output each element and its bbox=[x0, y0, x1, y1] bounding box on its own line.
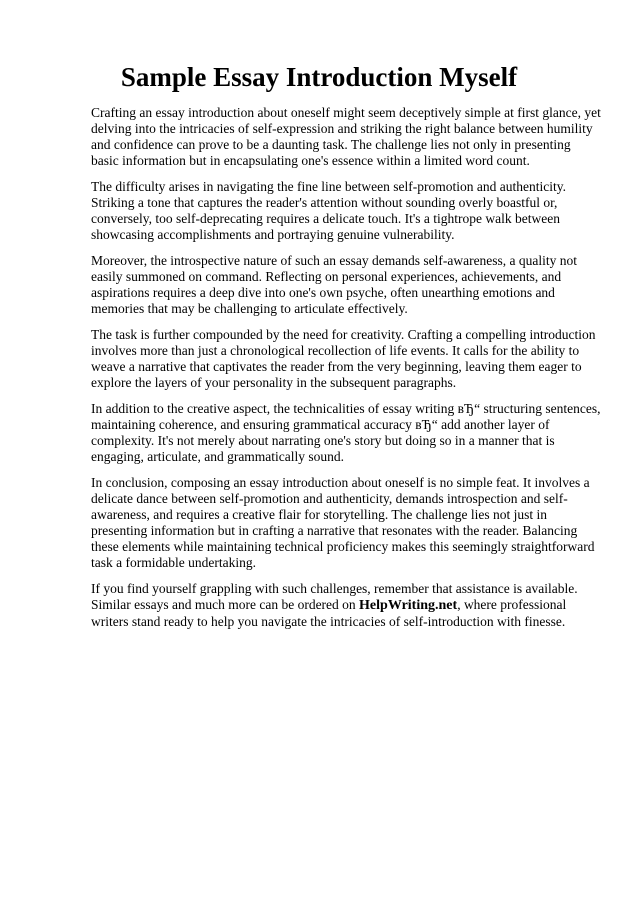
paragraph-3: Moreover, the introspective nature of such an essay demands self-awareness, a quality not easily summoned on command. Reflecting on personal experiences, achievements, and aspirations requires a deep dive into one's own psyche, often unearthing emotions and memories that may be challenging to articulate effectively. bbox=[91, 253, 578, 316]
final-text-after-link: , where professional writers stand ready to help you navigate the intricacies of self-introduction with finesse. bbox=[91, 597, 567, 629]
final-text-before-link: If you find yourself grappling with such challenges, remember that assistance is available. Similar essays and much more can be ordered on bbox=[91, 581, 578, 612]
helpwriting-link[interactable]: HelpWriting.net bbox=[359, 598, 458, 613]
essay-body bbox=[91, 105, 601, 640]
paragraph-2: The difficulty arises in navigating the fine line between self-promotion and authenticity. Striking a tone that captures the reader's attention without sounding overly boastful or, conversely, too self-deprecating requires a delicate touch. It's a tightrope walk between showcasing accomplishments and portraying genuine vulnerability. bbox=[91, 179, 566, 242]
paragraph-6: In conclusion, composing an essay introduction about oneself is no simple feat. It involves a delicate dance between self-promotion and authenticity, demands introspection and self-awareness, and requires a creative flair for storytelling. The challenge lies not just in presenting information but in crafting a narrative that resonates with the reader. Balancing these elements while maintaining technical proficiency makes this seemingly straightforward task a formidable undertaking. bbox=[91, 475, 595, 570]
paragraph-1: Crafting an essay introduction about oneself might seem deceptively simple at first glance, yet delving into the intricacies of self-expression and striking the right balance between humility and confidence can prove to be a daunting task. The challenge lies not only in presenting basic information but in encapsulating one's essence within a limited word count. bbox=[91, 105, 601, 168]
paragraph-final bbox=[91, 581, 601, 630]
page-title: Sample Essay Introduction Myself bbox=[120, 62, 518, 92]
paragraph-4: The task is further compounded by the need for creativity. Crafting a compelling introduction involves more than just a chronological recollection of life events. It calls for the ability to weave a narrative that captivates the reader from the very beginning, leaving them eager to explore the layers of your personality in the subsequent paragraphs. bbox=[91, 327, 596, 390]
paragraph-5: In addition to the creative aspect, the technicalities of essay writing вЂ“ structuring sentences, maintaining coherence, and ensuring grammatical accuracy вЂ“ add another layer of complexity. It's not merely about narrating one's story but doing so in a manner that is engaging, articulate, and grammatically sound. bbox=[91, 401, 601, 464]
